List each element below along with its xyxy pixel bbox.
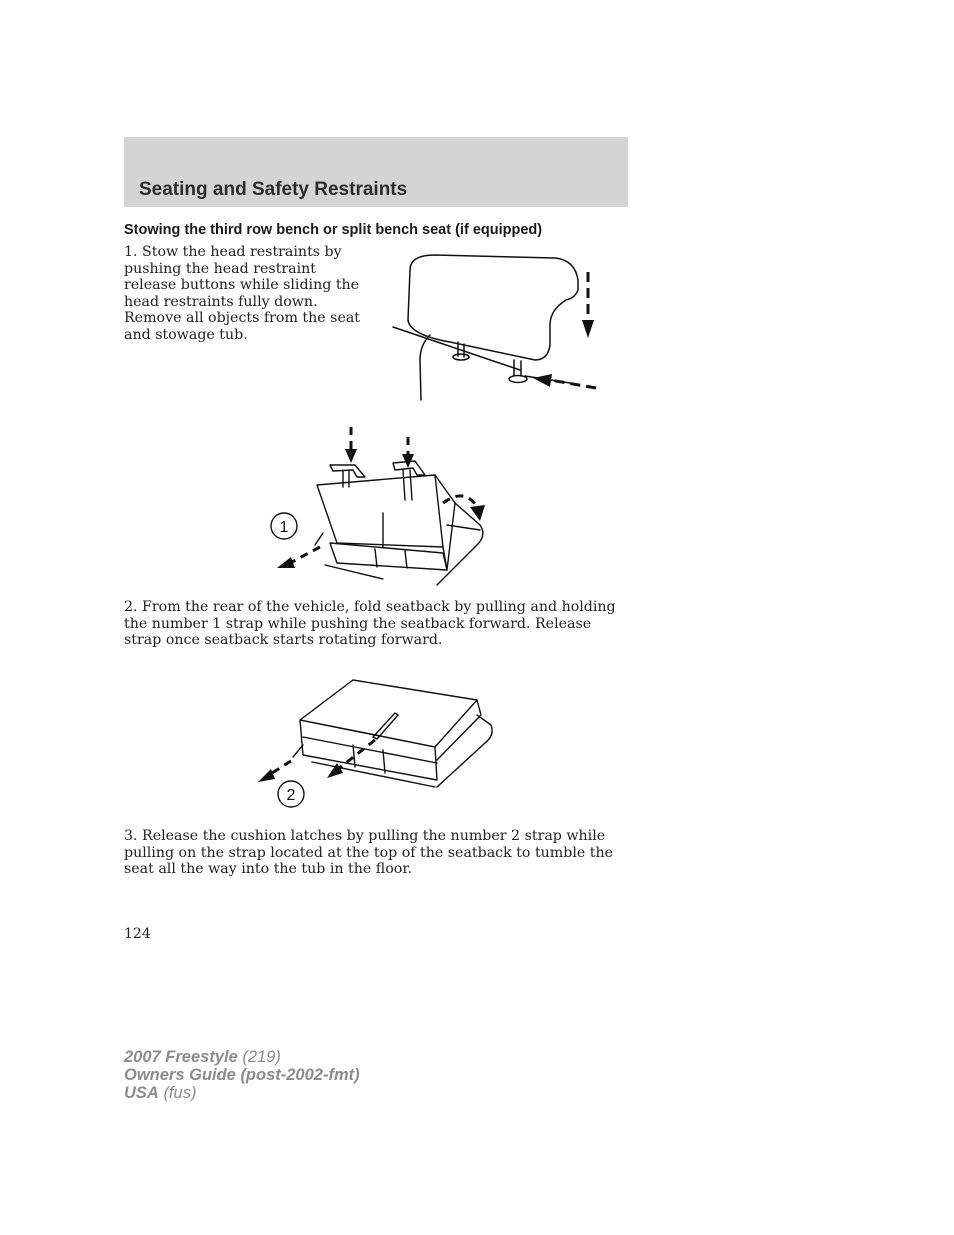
- pull-strap-arrow-shaft: [290, 547, 320, 563]
- cushion-seam-2: [405, 551, 407, 568]
- seat-tumble-illustration: [255, 675, 500, 805]
- headrest-cushion-outline: [408, 255, 578, 360]
- document-footer: [124, 1048, 360, 1102]
- step-2-text: 2. From the rear of the vehicle, fold seatback by pulling and holding the number 1 strap while pushing the seatback forward. Release strap once seatback starts rotating forward.: [124, 599, 616, 648]
- floor-base-line: [325, 565, 383, 579]
- pull-strap-2-arrow-head: [258, 769, 275, 782]
- release-button-left: [453, 354, 469, 360]
- cushion-seam-1: [375, 549, 377, 567]
- headrest-right-post-b: [410, 470, 412, 500]
- strap-1: [315, 533, 323, 545]
- footer-line-1: [124, 1048, 360, 1066]
- strap-2: [293, 745, 303, 757]
- footer-market-code: (fus): [163, 1084, 197, 1102]
- seatback-panel: [317, 475, 443, 547]
- push-down-arrow-left-head: [345, 449, 357, 463]
- seatback-top-line: [393, 327, 520, 370]
- footer-guide: Owners Guide (post-2002-fmt): [124, 1066, 360, 1084]
- push-arrow-head: [533, 374, 552, 387]
- pull-strap-arrow-head: [277, 557, 295, 568]
- procedure-heading: Stowing the third row bench or split bench seat (if equipped): [124, 222, 543, 238]
- headrest-right-post-a: [403, 470, 405, 500]
- section-title: Seating and Safety Restraints: [139, 179, 408, 200]
- step-3-text: 3. Release the cushion latches by pulling the number 2 strap while pulling on the strap located at the top of the seatback to tumble the seat all the way into the tub in the floor.: [124, 828, 614, 877]
- folded-seat-side: [437, 700, 481, 760]
- footer-model-code: (219): [242, 1048, 281, 1066]
- footer-market: USA: [124, 1084, 159, 1102]
- callout-2-label: 2: [286, 787, 296, 804]
- rotate-arrow-shaft: [443, 496, 477, 507]
- seatback-fold-illustration: [265, 425, 495, 595]
- headrest-left: [330, 465, 365, 477]
- callout-1-label: 1: [279, 519, 289, 536]
- page-number: 124: [124, 926, 151, 942]
- footer-model: 2007 Freestyle: [124, 1048, 238, 1066]
- folded-seat-top: [300, 680, 477, 747]
- down-arrow-head: [582, 320, 594, 338]
- seatback-side: [435, 475, 455, 570]
- step-1-text: 1. Stow the head restraints by pushing the head restraint release buttons while sliding the head restraints fully down. Remove all objects from the seat and stowage tub.: [124, 244, 361, 343]
- push-arrow-shaft: [550, 380, 596, 388]
- release-button-right: [509, 376, 527, 383]
- headrest-illustration: [390, 250, 610, 405]
- footer-line-2: [124, 1066, 360, 1084]
- footer-line-3: [124, 1084, 360, 1102]
- seatback-side-line: [420, 335, 430, 400]
